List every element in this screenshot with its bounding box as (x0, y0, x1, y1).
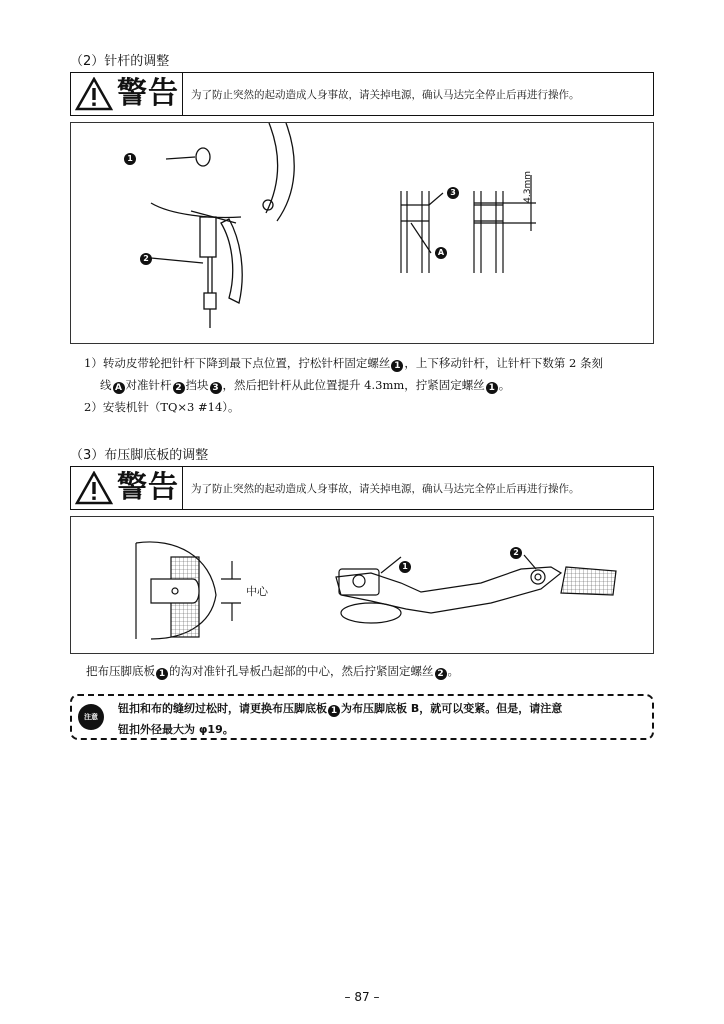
warning-label-cell (71, 73, 183, 115)
dimension-label: 4.3mm (523, 171, 533, 203)
warning-triangle-icon (75, 77, 113, 111)
center-label: 中心 (246, 585, 268, 598)
callout-2: 2 (140, 253, 152, 265)
note-text (118, 698, 650, 740)
caution-note (70, 694, 654, 740)
section2-warning-box (70, 72, 654, 116)
callout-2: 2 (510, 547, 522, 559)
callout-1: 1 (399, 561, 411, 573)
note-line-2: 钮扣外径最大为 φ19。 (118, 723, 234, 736)
caution-hand-icon: 注意 (78, 704, 104, 730)
section2-steps (84, 352, 654, 418)
step-2: 2）安装机针（TQ×3 #14）。 (84, 400, 240, 414)
step-1-line-1: 1）转动皮带轮把针杆下降到最下点位置，拧松针杆固定螺丝 1 ，上下移动针杆，让针杆下数第 2 条刻 (84, 356, 603, 371)
page-number: – 87 – (344, 990, 380, 1004)
section3-instruction: 把布压脚底板 1 的沟对准针孔导板凸起部的中心，然后拧紧固定螺丝 2 。 (86, 664, 459, 679)
warning-label: 警告 (117, 76, 179, 111)
needle-bar-illustration (71, 123, 652, 342)
section3-warning-box (70, 466, 654, 510)
section3-heading: （3）布压脚底板的调整 (70, 448, 209, 463)
warning-text: 为了防止突然的起动造成人身事故，请关掉电源，确认马达完全停止后再进行操作。 (191, 88, 580, 101)
step-1-line-2: 线 A 对准针杆 2 挡块 3 ，然后把针杆从此位置提升 4.3mm，拧紧固定螺丝 1 。 (100, 378, 511, 393)
needle-bar-figure (70, 122, 654, 344)
presser-plate-figure (70, 516, 654, 654)
warning-text: 为了防止突然的起动造成人身事故，请关掉电源，确认马达完全停止后再进行操作。 (191, 482, 580, 495)
callout-a: A (435, 247, 447, 259)
callout-1: 1 (124, 153, 136, 165)
note-line-1: 钮扣和布的缝纫过松时，请更换布压脚底板 1 为布压脚底板 B，就可以变紧。但是，请注意 (118, 702, 563, 716)
warning-label-cell (71, 467, 183, 509)
section2-heading: （2）针杆的调整 (70, 54, 170, 69)
warning-triangle-icon (75, 471, 113, 505)
callout-3: 3 (447, 187, 459, 199)
warning-label: 警告 (117, 470, 179, 505)
presser-plate-illustration (71, 517, 652, 652)
